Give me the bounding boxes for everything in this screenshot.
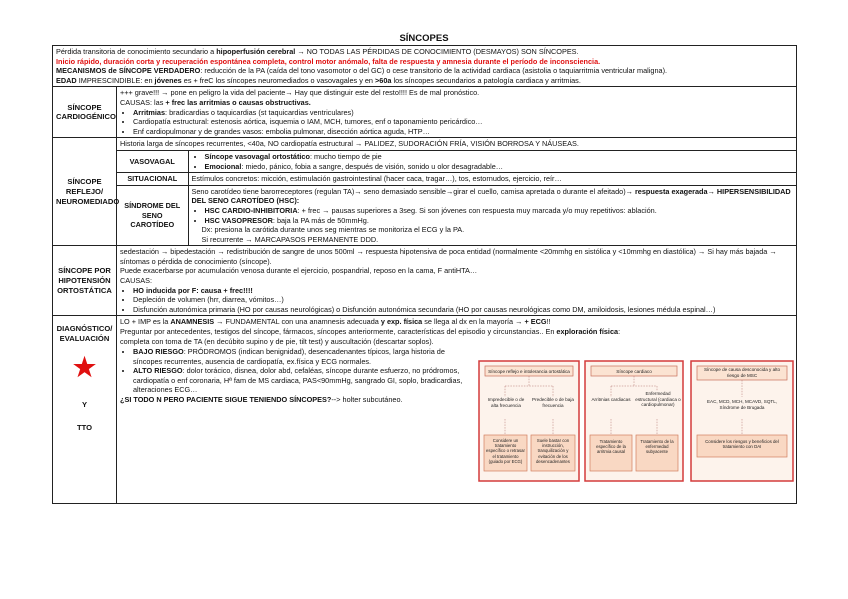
list-item: • ALTO RIESGO: dolor torácico, disnea, dolor abd, cefaléas, síncope durante esfuerzo, no pródromos, cardiopatía o enf coronaria, Hª fam de MS cardiaca, PAS<90mmHg, sangrado GI, soplo, bradicardias, alteraciones ECG… — [133, 366, 470, 395]
panel3-box1: Considere los riesgos y beneficios del tratamiento con DAI — [705, 439, 779, 450]
diagnosis-row — [53, 316, 797, 504]
list-item: • HO inducida por F: causa + frec!!!! — [133, 286, 793, 296]
diagnosis-content — [117, 316, 797, 504]
cardiogenic-line-2: CAUSAS: las + frec las arritmias o causas obstructivas. — [120, 97, 311, 107]
orthostatic-row — [53, 246, 797, 316]
list-item: • Síncope vasovagal ortostático: mucho tiempo de pie — [205, 152, 794, 162]
diagnosis-line-2: Preguntar por antecedentes, testigos del síncope, fármacos, síncopes anteriormente, características del episodio y circunstancias.. En exploración física: — [120, 327, 621, 337]
syncope-table — [52, 45, 797, 504]
list-item: • Disfunción autonómica primaria (HO por causas neurológicas) o Disfunción autonómica secundaria (HO por causas neurológicas como DM, amiloidosis, lesiones médula espinal…) — [133, 305, 793, 315]
panel3-col1: EAC, MCD, MCH, MCAVD, SQTL, Síndrome de Brugada — [706, 399, 778, 411]
list-item: • BAJO RIESGO: PRÓDROMOS (indican benignidad), desencadenantes típicos, larga historia de síncopes recurrentes, ausencia de cardiopatía, ex.física y ECG normales. — [133, 347, 470, 366]
panel1-title: Síncope reflejo e intolerancia ortostática — [488, 369, 570, 375]
panel2-box1: Tratamiento específico de la arritmia causal — [596, 439, 626, 455]
reflex-content — [117, 138, 797, 246]
page — [52, 32, 796, 504]
situational-label: SITUACIONAL — [117, 173, 188, 186]
panel1-box1: Considere un tratamiento específico o retrasar el tratamiento (guiado por ECG) — [486, 438, 525, 465]
panel1-col1: Impredecible o de alta frecuencia — [487, 397, 525, 409]
figure-panel-reflex — [479, 361, 579, 481]
orthostatic-label: SÍNCOPE POR HIPOTENSIÓN ORTOSTÁTICA — [53, 246, 117, 316]
page-title: SÍNCOPES — [399, 33, 449, 44]
age-line: EDAD IMPRESCINDIBLE: en jóvenes es + freC los síncopes neuromediados o vasovagales y en >60a los síncopes secundarios a patología cardiaca y arritmias. — [56, 75, 581, 85]
diagnosis-label: DIAGNÓSTICO/ EVALUACIÓN — [56, 324, 113, 344]
carotid-label: SÍNDROME DEL SENO CAROTÍDEO — [117, 185, 188, 245]
list-item: • Cardiopatía estructural: estenosis aórtica, isquemia o IAM, MCH, tumores, enf o taponamiento pericárdico… — [133, 117, 793, 127]
panel1-box2: Suele bastar con instrucción, tranquilización y evitación de los desencadenantes — [536, 438, 570, 465]
mechanisms-line: MECANISMOS de SÍNCOPE VERDADERO: reducción de la PA (caída del tono vasomotor o del GC) o cese transitorio de la actividad cardiaca (asistolia o taquiarritmia ventricular maligna). — [56, 66, 668, 76]
reflex-label: SÍNCOPE REFLEJO/ NEUROMEDIADO — [53, 138, 117, 246]
orthostatic-content — [117, 246, 797, 316]
carotid-recurrent: Si recurrente → MARCAPASOS PERMANENTE DDD. — [201, 234, 379, 244]
intro-row — [53, 46, 797, 87]
cardiogenic-label: SÍNCOPE CARDIOGÉNICO — [53, 87, 117, 138]
reflex-row — [53, 138, 797, 246]
list-item: • Emocional: miedo, pánico, fobia a sangre, después de visión, sonido u olor desagradable… — [205, 162, 794, 172]
intro-cell — [53, 46, 797, 87]
treatment-figure — [477, 359, 795, 484]
criteria-line: Inicio rápido, duración corta y recuperación espontánea completa, control motor anómalo, falta de respuesta y amnesia durante el período de inconsciencia. — [56, 56, 601, 66]
vasovagal-content — [188, 150, 796, 172]
diagnosis-label-tto: TTO — [76, 423, 93, 433]
cardiogenic-row — [53, 87, 797, 138]
carotid-dx: Dx: presiona la carótida durante unos seg mientras se monitoriza el ECG y la PA. — [201, 225, 465, 235]
diagnosis-label-cell — [53, 316, 117, 504]
cardiogenic-line-1: +++ grave!!! → pone en peligro la vida del paciente→ Hay que distinguir este del resto!!!! Es de mal pronóstico. — [120, 88, 480, 98]
holter-line: ¿SI TODO N PERO PACIENTE SIGUE TENIENDO SÍNCOPES?--> holter subcutáneo. — [120, 395, 403, 404]
panel2-box2: Tratamiento de la enfermedad subyacente — [640, 439, 674, 455]
diagnosis-label-y: Y — [81, 399, 88, 409]
risk-list — [120, 347, 470, 395]
panel2-col2: Enfermedad estructural (cardiaca o cardiopulmonar) — [635, 391, 681, 408]
reflex-subtable — [117, 138, 796, 245]
list-item: • Arritmias: bradicardias o taquicardias (st taquicardias ventriculares) — [133, 108, 793, 118]
diagnosis-text — [120, 337, 470, 404]
list-item: • Depleción de volumen (hrr, diarrea, vómitos…) — [133, 295, 793, 305]
panel2-col1: Arritmias cardiacas — [591, 397, 631, 403]
orthostatic-line-1: sedestación → bipedestación → redistribución de sangre de unos 500ml → respuesta hipotensiva de poca entidad (normalmente <20mmhg en sistólica y <10mmhg en diastólica) → Si hay más bajada → síntomas o pérdida de conocimiento (síncope). — [120, 247, 777, 266]
star-icon: ★ — [72, 351, 97, 382]
carotid-line-1: Seno carotídeo tiene barorreceptores (regulan TA)→ seno demasiado sensible→girar el cuello, camisa apretada o durante el afeitado)→ respuesta exagerada→ HIPERSENSIBILIDAD DEL SENO CAROTÍDEO (HSC): — [191, 186, 791, 206]
figure-panel-unknown — [691, 361, 793, 481]
definition-line: Pérdida transitoria de conocimiento secundario a hipoperfusión cerebral → NO TODAS LAS PÉRDIDAS DE CONOCIMIENTO (DESMAYOS) SON SÍNCOPES. — [56, 47, 579, 56]
list-item: • HSC VASOPRESOR: baja la PA más de 50mmHg. — [205, 216, 794, 226]
panel2-title: Síncope cardiaco — [616, 369, 652, 375]
list-item: • HSC CARDIO-INHIBITORIA: + frec → pausas superiores a 3seg. Si son jóvenes con respuesta muy marcada y/o muy repetitivos: ablación. — [205, 206, 794, 216]
diagnosis-line-3: completa con toma de TA (en decúbito supino y de pie, tilt test) y auscultación (descartar soplos). — [120, 337, 434, 347]
orthostatic-line-2: Puede exacerbarse por acumulación venosa durante el ejercicio, pospandrial, reposo en la cama, F antiHTA… — [120, 266, 478, 276]
situational-content: Estímulos concretos: micción, estimulación gastrointestinal (hacer caca, tragar…), tos, estornudos, ejercicio, reír… — [188, 173, 796, 186]
cardiogenic-content — [117, 87, 797, 138]
orthostatic-line-3: CAUSAS: — [120, 276, 153, 286]
list-item: • Enf cardiopulmonar y de grandes vasos: embolia pulmonar, disección aórtica aguda, HTP… — [133, 127, 793, 137]
figure-panel-cardiac — [585, 361, 683, 481]
reflex-header: Historia larga de síncopes recurrentes, <40a, NO cardiopatía estructural → PALIDEZ, SUDORACIÓN FRÍA, VISIÓN BORROSA Y NÁUSEAS. — [117, 138, 796, 150]
vasovagal-label: VASOVAGAL — [117, 150, 188, 172]
carotid-content — [188, 185, 796, 245]
panel3-title: Síncope de causa desconocida y alto riesgo de MSC — [703, 367, 781, 379]
diagnosis-line-1: LO + IMP es la ANAMNESIS → FUNDAMENTAL con una anamnesis adecuada y exp. física se llega al dx en la mayoría → + ECG!! — [120, 317, 551, 327]
orthostatic-list — [120, 286, 793, 315]
cardiogenic-list — [120, 108, 793, 137]
panel1-col2: Predecible o de baja frecuencia — [532, 397, 574, 409]
